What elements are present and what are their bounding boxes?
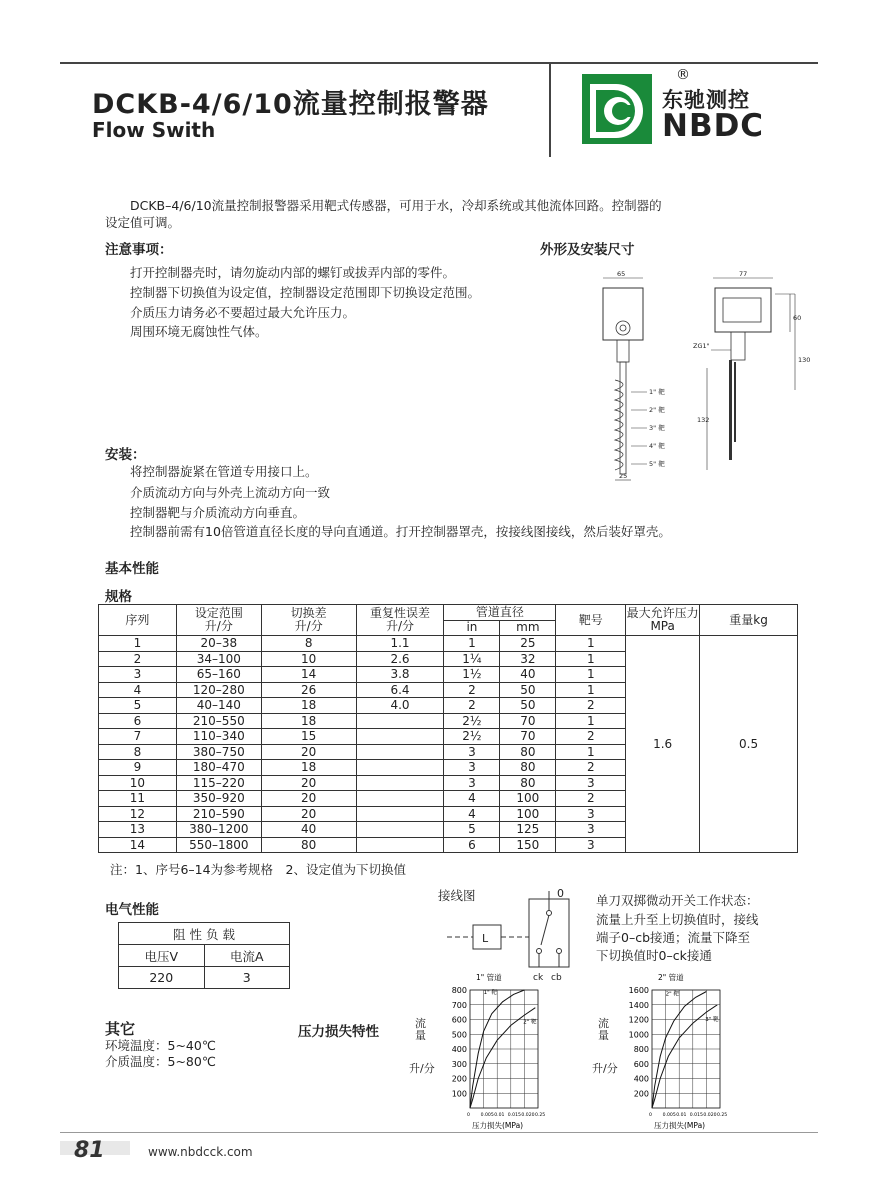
table-cell: 1	[556, 744, 626, 760]
table-cell: 1½	[444, 667, 500, 683]
x-tick-label: 0.25	[717, 1113, 728, 1118]
chart1-ylabel: 流 量	[415, 1017, 426, 1042]
table-cell	[356, 837, 444, 853]
col-target: 靶号	[556, 605, 626, 636]
wiring-desc: 端子0–cb接通；流量下降至	[596, 930, 751, 945]
table-cell	[356, 744, 444, 760]
current-label: 电流A	[204, 945, 290, 967]
table-cell: 70	[500, 713, 556, 729]
col-in: in	[444, 620, 500, 636]
table-cell: 14	[261, 667, 356, 683]
table-cell: 3	[556, 775, 626, 791]
table-cell: 50	[500, 698, 556, 714]
table-cell: 80	[500, 744, 556, 760]
other-heading: 其它	[105, 1020, 136, 1038]
x-axis-label: 压力损失(MPa)	[654, 1121, 706, 1130]
table-cell: 13	[99, 822, 177, 838]
table-cell: 3	[444, 775, 500, 791]
table-cell: 12	[99, 806, 177, 822]
table-cell	[356, 775, 444, 791]
terminal-cb: cb	[551, 973, 562, 983]
table-cell: 2	[444, 682, 500, 698]
table-cell: 120–280	[176, 682, 261, 698]
table-cell: 11	[99, 791, 177, 807]
table-cell: 34–100	[176, 651, 261, 667]
table-cell: 20	[261, 744, 356, 760]
y-tick-label: 400	[451, 1045, 467, 1054]
table-cell: 50	[500, 682, 556, 698]
y-tick-label: 1600	[628, 986, 649, 995]
notes-heading: 注意事项：	[105, 242, 173, 258]
table-cell: 100	[500, 791, 556, 807]
table-cell: 380–750	[176, 744, 261, 760]
brand-name-cn: 东驰测控	[662, 88, 750, 112]
intro-line-1: DCKB–4/6/10流量控制报警器采用靶式传感器，可用于水，冷却系统或其他流体回路。控制器的	[130, 198, 662, 213]
y-tick-label: 1200	[628, 1015, 649, 1025]
col-weight: 重量kg	[700, 605, 798, 636]
col-seq: 序列	[99, 605, 177, 636]
y-tick-label: 200	[451, 1074, 467, 1084]
chart1-yunit: 升/分	[409, 1062, 435, 1075]
col-repeat: 重复性误差 升/分	[356, 605, 444, 636]
col-range: 设定范围 升/分	[176, 605, 261, 636]
pressure-value: 1.6	[626, 636, 700, 853]
wiring-heading: 接线图	[438, 888, 476, 903]
table-cell: 2	[556, 791, 626, 807]
table-cell: 70	[500, 729, 556, 745]
table-cell: 20	[261, 791, 356, 807]
dim-25: 25	[619, 472, 628, 480]
x-tick-label: 0.020	[703, 1113, 717, 1118]
table-cell: 6	[99, 713, 177, 729]
terminal-ck: ck	[533, 973, 544, 983]
table-cell: 5	[444, 822, 500, 838]
target-label: 3" 靶	[649, 424, 665, 432]
x-tick-label: 0.005	[662, 1113, 676, 1118]
page-number: 81	[74, 1138, 105, 1163]
x-tick-label: 0.015	[507, 1113, 521, 1118]
table-cell: 210–550	[176, 713, 261, 729]
target-label: 5" 靶	[649, 460, 665, 468]
spec-table	[98, 604, 798, 853]
pressure-loss-heading: 压力损失特性	[298, 1024, 379, 1040]
x-tick-label: 0	[649, 1113, 652, 1118]
table-cell: 115–220	[176, 775, 261, 791]
table-cell	[356, 713, 444, 729]
table-cell: 4.0	[356, 698, 444, 714]
table-cell: 3	[556, 837, 626, 853]
table-cell: 1	[556, 682, 626, 698]
y-tick-label: 200	[633, 1089, 649, 1099]
table-cell: 100	[500, 806, 556, 822]
table-cell: 210–590	[176, 806, 261, 822]
table-cell: 4	[444, 806, 500, 822]
table-cell: 5	[99, 698, 177, 714]
x-tick-label: 0.020	[521, 1113, 535, 1118]
intro-line-2: 设定值可调。	[105, 215, 181, 230]
load-type: 阻 性 负 载	[119, 923, 290, 945]
table-cell: 110–340	[176, 729, 261, 745]
spec-heading: 规格	[105, 589, 132, 605]
table-cell: 18	[261, 698, 356, 714]
terminal-0: 0	[557, 887, 564, 900]
table-cell: 1	[444, 636, 500, 652]
notes-item: 控制器下切换值为设定值，控制器设定范围即下切换设定范围。	[130, 285, 481, 300]
dim-132: 132	[697, 416, 710, 424]
voltage-value: 220	[119, 967, 205, 989]
dim-60: 60	[793, 314, 802, 322]
install-item: 将控制器旋紧在管道专用接口上。	[130, 464, 318, 479]
install-item: 控制器前需有10倍管道直径长度的导向直通道。打开控制器罩壳，按接线图接线，然后装好罩壳。	[130, 524, 671, 539]
table-cell: 1	[556, 651, 626, 667]
y-tick-label: 800	[451, 986, 467, 995]
dimension-heading: 外形及安装尺寸	[540, 242, 635, 258]
table-cell: 1	[99, 636, 177, 652]
table-cell: 80	[261, 837, 356, 853]
table-cell: 20	[261, 775, 356, 791]
table-cell: 2	[99, 651, 177, 667]
footer-rule	[60, 1132, 818, 1133]
x-tick-label: 0	[467, 1113, 470, 1118]
chart2-yunit: 升/分	[592, 1062, 618, 1075]
table-cell: 1	[556, 636, 626, 652]
table-cell: 14	[99, 837, 177, 853]
top-rule	[60, 62, 818, 64]
electric-heading: 电气性能	[105, 902, 159, 918]
registered-mark: ®	[676, 67, 690, 83]
y-tick-label: 700	[451, 1000, 467, 1010]
table-cell: 2½	[444, 713, 500, 729]
table-cell: 18	[261, 760, 356, 776]
table-cell: 6	[444, 837, 500, 853]
table-cell: 2.6	[356, 651, 444, 667]
footer-url: www.nbdcck.com	[148, 1145, 253, 1159]
x-tick-label: 0.25	[535, 1113, 546, 1118]
table-cell: 25	[500, 636, 556, 652]
table-cell: 7	[99, 729, 177, 745]
y-tick-label: 400	[633, 1074, 649, 1084]
y-tick-label: 600	[633, 1059, 649, 1069]
target-label: 1" 靶	[649, 388, 665, 396]
wiring-desc: 下切换值时0–ck接通	[596, 948, 712, 963]
table-cell: 80	[500, 775, 556, 791]
table-cell: 10	[99, 775, 177, 791]
page-title: DCKB-4/6/10流量控制报警器	[92, 89, 489, 120]
table-cell: 350–920	[176, 791, 261, 807]
y-tick-label: 600	[451, 1015, 467, 1025]
col-pipe: 管道直径	[444, 605, 556, 621]
header-divider	[549, 62, 551, 157]
x-tick-label: 0.015	[689, 1113, 703, 1118]
y-tick-label: 800	[633, 1045, 649, 1054]
dim-65: 65	[617, 270, 626, 278]
pressure-loss-chart-2inch	[622, 970, 742, 1130]
load-L: L	[482, 932, 489, 945]
pressure-loss-chart-1inch	[440, 970, 560, 1130]
notes-item: 打开控制器壳时，请勿旋动内部的螺钉或拔弄内部的零件。	[130, 265, 456, 280]
table-cell: 2	[556, 729, 626, 745]
table-cell: 3	[444, 760, 500, 776]
table-cell: 80	[500, 760, 556, 776]
table-cell: 8	[261, 636, 356, 652]
table-cell: 3.8	[356, 667, 444, 683]
target-label: 2" 靶	[649, 406, 665, 414]
page-subtitle: Flow Swith	[92, 118, 216, 142]
install-item: 控制器靶与介质流动方向垂直。	[130, 505, 306, 520]
table-cell: 125	[500, 822, 556, 838]
table-cell: 20	[261, 806, 356, 822]
table-cell	[356, 822, 444, 838]
table-cell: 40	[500, 667, 556, 683]
table-cell: 2	[556, 760, 626, 776]
perf-heading: 基本性能	[105, 561, 159, 577]
weight-value: 0.5	[700, 636, 798, 853]
table-cell: 4	[99, 682, 177, 698]
chart-title: 1" 管道	[476, 973, 502, 982]
table-cell: 2	[556, 698, 626, 714]
table-cell: 65–160	[176, 667, 261, 683]
table-cell: 40–140	[176, 698, 261, 714]
table-cell: 2	[444, 698, 500, 714]
table-cell: 18	[261, 713, 356, 729]
y-tick-label: 1400	[628, 1000, 649, 1010]
table-cell: 26	[261, 682, 356, 698]
table-cell: 32	[500, 651, 556, 667]
dim-77: 77	[739, 270, 748, 278]
table-row	[99, 636, 798, 652]
wiring-desc: 流量上升至上切换值时，接线	[596, 912, 759, 927]
ambient-temp: 环境温度：5~40℃	[105, 1038, 216, 1053]
table-cell: 3	[444, 744, 500, 760]
medium-temp: 介质温度：5~80℃	[105, 1054, 216, 1069]
target-label: 4" 靶	[649, 442, 665, 450]
table-cell: 1	[556, 667, 626, 683]
table-cell	[356, 806, 444, 822]
current-value: 3	[204, 967, 290, 989]
table-cell: 150	[500, 837, 556, 853]
notes-item: 介质压力请务必不要超过最大允许压力。	[130, 305, 356, 320]
y-tick-label: 500	[451, 1030, 467, 1040]
x-tick-label: 0.01	[676, 1113, 687, 1118]
y-tick-label: 100	[451, 1089, 467, 1099]
chart2-ylabel: 流 量	[598, 1017, 609, 1042]
table-cell: 20–38	[176, 636, 261, 652]
table-cell: 550–1800	[176, 837, 261, 853]
table-cell: 8	[99, 744, 177, 760]
dim-130: 130	[798, 356, 810, 364]
y-tick-label: 300	[451, 1059, 467, 1069]
table-cell: 15	[261, 729, 356, 745]
series-label: 1" 靶	[483, 990, 497, 996]
voltage-label: 电压V	[119, 945, 205, 967]
table-cell: 1.1	[356, 636, 444, 652]
table-cell: 6.4	[356, 682, 444, 698]
dimension-drawing	[595, 270, 810, 485]
x-tick-label: 0.005	[480, 1113, 494, 1118]
table-cell: 2½	[444, 729, 500, 745]
table-cell: 3	[99, 667, 177, 683]
table-cell: 180–470	[176, 760, 261, 776]
table-cell: 4	[444, 791, 500, 807]
series-label: 2" 靶	[665, 991, 679, 998]
col-switch: 切换差 升/分	[261, 605, 356, 636]
table-cell: 1¼	[444, 651, 500, 667]
install-heading: 安装：	[105, 447, 146, 463]
table-cell: 10	[261, 651, 356, 667]
table-cell: 40	[261, 822, 356, 838]
table-cell	[356, 791, 444, 807]
table-cell	[356, 729, 444, 745]
x-tick-label: 0.01	[494, 1113, 505, 1118]
y-tick-label: 1000	[628, 1030, 649, 1040]
table-cell: 3	[556, 806, 626, 822]
electric-table	[118, 922, 290, 989]
install-item: 介质流动方向与外壳上流动方向一致	[130, 485, 331, 500]
spec-note: 注：1、序号6–14为参考规格 2、设定值为下切换值	[110, 862, 407, 877]
brand-name-en: NBDC	[662, 108, 765, 144]
x-axis-label: 压力损失(MPa)	[472, 1121, 524, 1130]
table-cell: 9	[99, 760, 177, 776]
notes-item: 周围环境无腐蚀性气体。	[130, 324, 268, 339]
nbdc-logo-icon	[582, 74, 652, 144]
table-cell: 1	[556, 713, 626, 729]
table-cell: 380–1200	[176, 822, 261, 838]
table-cell: 3	[556, 822, 626, 838]
series-label: 2" 靶	[523, 1019, 537, 1026]
col-mm: mm	[500, 620, 556, 636]
series-label: 3" 靶	[705, 1016, 719, 1023]
dim-zg: ZG1"	[693, 342, 710, 350]
table-cell	[356, 760, 444, 776]
wiring-desc: 单刀双掷微动开关工作状态：	[596, 893, 759, 908]
chart-title: 2" 管道	[658, 973, 684, 982]
col-pressure: 最大允许压力 MPa	[626, 605, 700, 636]
